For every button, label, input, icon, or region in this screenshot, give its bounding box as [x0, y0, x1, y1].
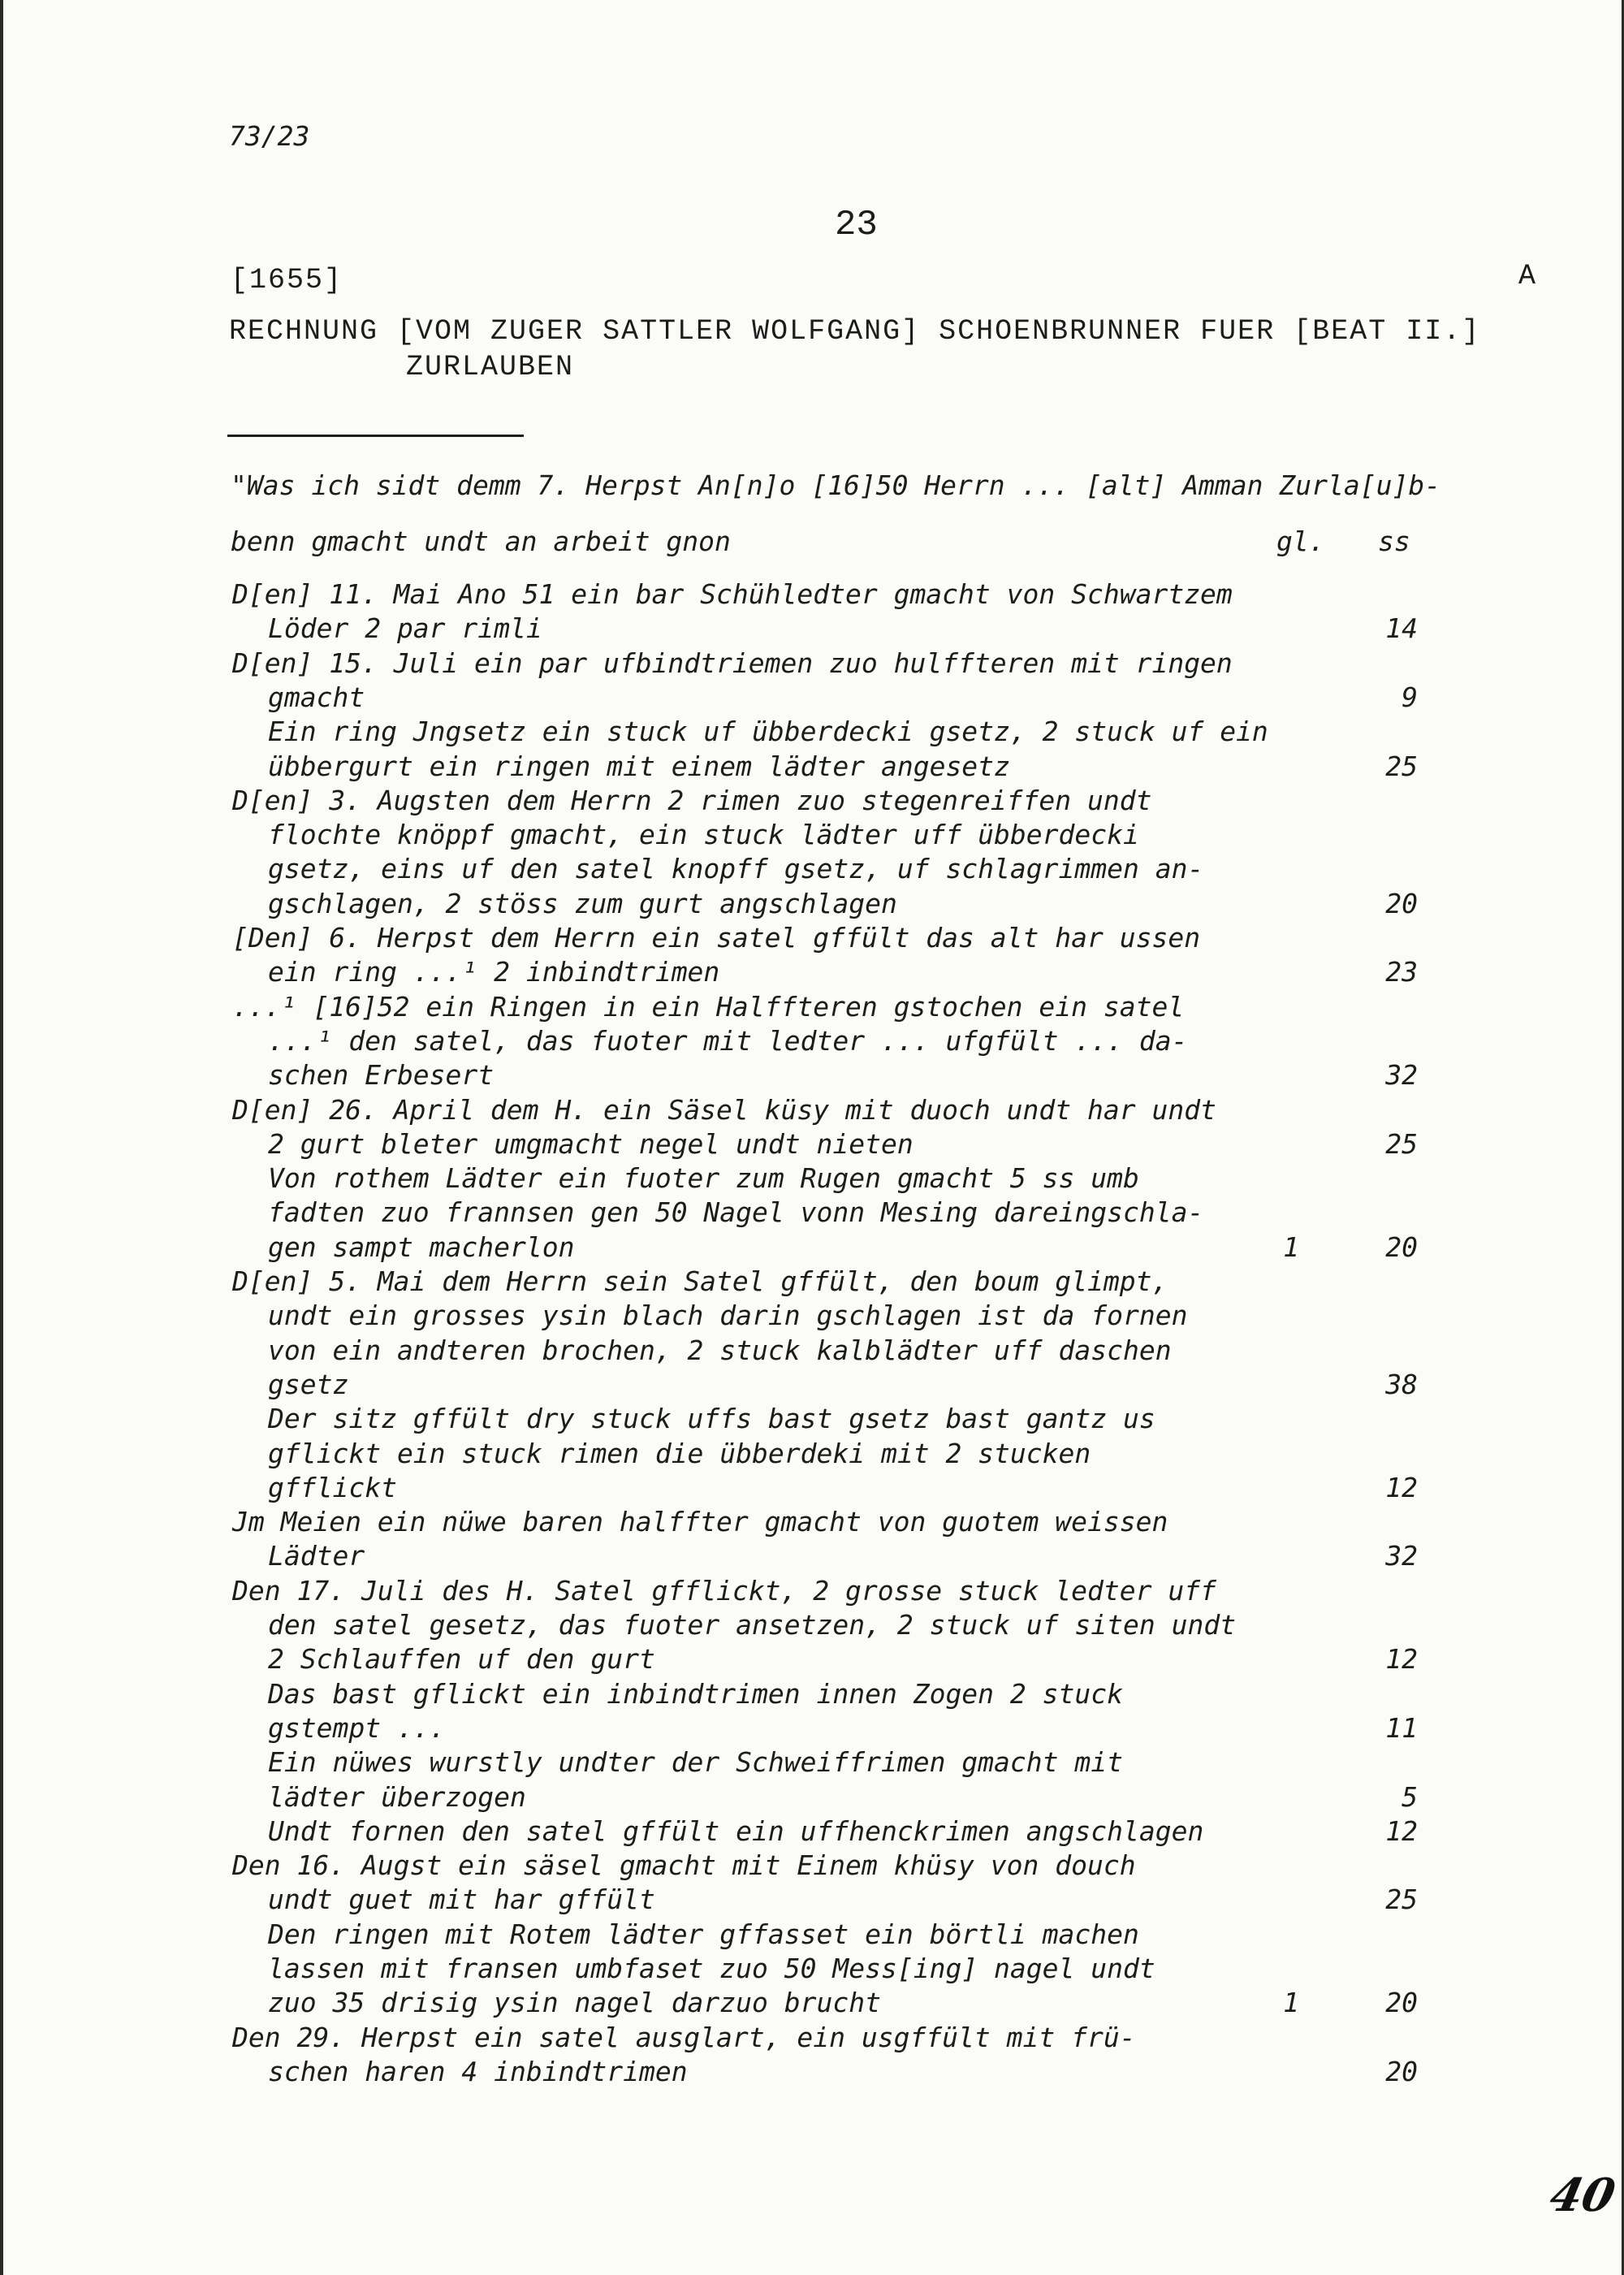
entry-line — [0, 1403, 1624, 1435]
entry-text: gstempt ... — [268, 1711, 446, 1744]
document-year: [1655] — [231, 264, 343, 296]
entry-text: von ein andteren brochen, 2 stuck kalblädter uff daschen — [268, 1334, 1172, 1366]
entry-line — [0, 1506, 1624, 1538]
intro-line-2: benn gmacht undt an arbeit gnon — [231, 525, 731, 557]
entry-line — [0, 1712, 1624, 1745]
entry-text: D[en] 26. April dem H. ein Säsel küsy mit duoch undt har undt — [232, 1093, 1216, 1126]
entry-line — [0, 1815, 1624, 1848]
entry-line — [0, 750, 1624, 783]
entry-text: schen haren 4 inbindtrimen — [268, 2055, 688, 2087]
entry-line — [0, 1369, 1624, 1401]
entry-schilling: 12 — [1385, 1814, 1418, 1847]
entry-line — [0, 1472, 1624, 1504]
entry-schilling: 12 — [1385, 1471, 1418, 1503]
entry-text: gschlagen, 2 stöss zum gurt angschlagen — [268, 887, 897, 919]
entry-schilling: 38 — [1385, 1368, 1418, 1400]
entry-schilling: 5 — [1402, 1780, 1418, 1813]
archive-reference: 73/23 — [229, 120, 310, 152]
entry-schilling: 25 — [1385, 750, 1418, 782]
section-letter: A — [1518, 260, 1538, 292]
entry-schilling: 25 — [1385, 1127, 1418, 1160]
entry-text: flochte knöppf gmacht, ein stuck lädter uff übberdecki — [268, 819, 1139, 851]
entry-line — [0, 647, 1624, 680]
handwritten-folio-mark: 40 — [1544, 2169, 1620, 2222]
entry-line — [0, 1196, 1624, 1229]
entry-text: Den ringen mit Rotem lädter gffasset ein börtli machen — [268, 1918, 1139, 1950]
intro-line-1: "Was ich sidt demm 7. Herpst An[n]o [16]50 Herrn ... [alt] Amman Zurla[u]b- — [231, 469, 1441, 501]
entry-text: Lädter — [268, 1540, 365, 1572]
entry-text: lassen mit fransen umbfaset zuo 50 Mess[ing] nagel undt — [268, 1953, 1155, 1984]
entry-text: Löder 2 par rimli — [268, 612, 542, 645]
entry-text: schen Erbesert — [268, 1059, 495, 1092]
entry-text: ein ring ...¹ 2 inbindtrimen — [268, 956, 720, 988]
entry-line — [0, 1987, 1624, 2019]
entry-line — [0, 785, 1624, 817]
entry-schilling: 32 — [1385, 1540, 1418, 1572]
entry-text: gen sampt macherlon — [268, 1230, 575, 1263]
entry-text: Den 17. Juli des H. Satel gfflickt, 2 grosse stuck ledter uff — [232, 1574, 1216, 1607]
entry-line — [0, 1781, 1624, 1814]
entry-line — [0, 612, 1624, 645]
entry-text: gflickt ein stuck rimen die übberdeki mit 2 stucken — [268, 1437, 1091, 1469]
entry-text: ...¹ den satel, das fuoter mit ledter ... ufgfült ... da- — [268, 1024, 1188, 1057]
entry-line — [0, 1953, 1624, 1985]
entry-schilling: 12 — [1385, 1643, 1418, 1676]
entry-line — [0, 1094, 1624, 1127]
entry-schilling: 20 — [1385, 1230, 1418, 1263]
entry-text: Ein ring Jngsetz ein stuck uf übberdecki gsetz, 2 stuck uf ein — [268, 716, 1268, 748]
entry-gulden: 1 — [1283, 1987, 1299, 2019]
column-header-gl: gl. — [1276, 525, 1325, 557]
title-separator-rule — [227, 435, 524, 437]
entry-text: Jm Meien ein nüwe baren halffter gmacht von guotem weissen — [232, 1506, 1168, 1538]
entry-text: gsetz — [268, 1368, 349, 1400]
entry-text: gsetz, eins uf den satel knopff gsetz, uf schlagrimmen an- — [268, 853, 1204, 885]
entry-text: D[en] 3. Augsten dem Herrn 2 rimen zuo stegenreiffen undt — [232, 784, 1152, 816]
entry-line — [0, 1678, 1624, 1711]
entry-line — [0, 1162, 1624, 1195]
entry-text: 2 Schlauffen uf den gurt — [268, 1643, 655, 1676]
entry-line — [0, 922, 1624, 954]
entry-text: Ein nüwes wurstly undter der Schweiffrimen gmacht mit — [268, 1746, 1123, 1779]
entry-text: D[en] 11. Mai Ano 51 ein bar Schühledter gmacht von Schwartzem — [232, 578, 1233, 610]
entry-gulden: 1 — [1283, 1230, 1299, 1263]
entry-line — [0, 1334, 1624, 1367]
entry-line — [0, 716, 1624, 748]
entry-text: den satel gesetz, das fuoter ansetzen, 2 stuck uf siten undt — [268, 1609, 1237, 1641]
entry-schilling: 32 — [1385, 1059, 1418, 1092]
entry-text: lädter überzogen — [268, 1780, 526, 1813]
entry-line — [0, 956, 1624, 988]
entry-line — [0, 819, 1624, 851]
entry-line — [0, 991, 1624, 1023]
entry-line — [0, 1918, 1624, 1951]
entry-line — [0, 888, 1624, 920]
entry-line — [0, 2056, 1624, 2088]
entry-text: fadten zuo frannsen gen 50 Nagel vonn Mesing dareingschla- — [268, 1196, 1204, 1229]
entry-text: D[en] 5. Mai dem Herrn sein Satel gffült, den boum glimpt, — [232, 1265, 1168, 1297]
entry-schilling: 20 — [1385, 887, 1418, 919]
document-title-line-1: RECHNUNG [VOM ZUGER SATTLER WOLFGANG] SCHOENBRUNNER FUER [BEAT II.] — [229, 315, 1481, 348]
entry-line — [0, 1128, 1624, 1161]
entry-text: gmacht — [268, 681, 365, 713]
entry-text: ...¹ [16]52 ein Ringen in ein Halffteren gstochen ein satel — [232, 990, 1185, 1023]
entry-text: zuo 35 drisig ysin nagel darzuo brucht — [268, 1987, 881, 2019]
entry-text: Von rothem Lädter ein fuoter zum Rugen gmacht 5 ss umb — [268, 1162, 1139, 1195]
entry-text: undt ein grosses ysin blach darin gschlagen ist da fornen — [268, 1300, 1188, 1332]
entry-line — [0, 1438, 1624, 1470]
entry-text: Undt fornen den satel gffült ein uffhenckrimen angschlagen — [268, 1814, 1204, 1847]
entry-line — [0, 1059, 1624, 1092]
column-header-ss: ss — [1378, 525, 1410, 557]
entry-text: Der sitz gffült dry stuck uffs bast gsetz bast gantz us — [268, 1403, 1155, 1435]
entry-schilling: 23 — [1385, 956, 1418, 988]
entry-line — [0, 1540, 1624, 1572]
entry-line — [0, 578, 1624, 611]
entry-text: [Den] 6. Herpst dem Herrn ein satel gffült das alt har ussen — [232, 922, 1201, 954]
entry-text: Den 29. Herpst ein satel ausglart, ein usgffült mit frü- — [232, 2021, 1136, 2053]
entry-line — [0, 853, 1624, 885]
entry-line — [0, 681, 1624, 714]
entry-line — [0, 1884, 1624, 1916]
entry-line — [0, 1231, 1624, 1264]
entry-schilling: 25 — [1385, 1884, 1418, 1916]
entry-schilling: 9 — [1402, 681, 1418, 713]
entry-line — [0, 1849, 1624, 1882]
entry-schilling: 20 — [1385, 2055, 1418, 2087]
entry-line — [0, 2022, 1624, 2054]
entry-line — [0, 1746, 1624, 1779]
entry-line — [0, 1643, 1624, 1676]
entry-text: 2 gurt bleter umgmacht negel undt nieten — [268, 1127, 914, 1160]
entry-line — [0, 1575, 1624, 1607]
entry-line — [0, 1609, 1624, 1641]
document-title-line-2: ZURLAUBEN — [406, 351, 575, 383]
page-number: 23 — [835, 205, 878, 245]
entry-text: undt guet mit har gffült — [268, 1884, 655, 1916]
entry-text: gfflickt — [268, 1471, 397, 1503]
entry-text: übbergurt ein ringen mit einem lädter angesetz — [268, 750, 1010, 782]
entry-line — [0, 1300, 1624, 1332]
entry-schilling: 14 — [1385, 612, 1418, 645]
entry-line — [0, 1265, 1624, 1298]
entry-schilling: 20 — [1385, 1987, 1418, 2019]
entry-schilling: 11 — [1385, 1711, 1418, 1744]
entry-text: Das bast gflickt ein inbindtrimen innen Zogen 2 stuck — [268, 1677, 1123, 1710]
entry-text: Den 16. Augst ein säsel gmacht mit Einem khüsy von douch — [232, 1849, 1136, 1882]
entry-line — [0, 1025, 1624, 1057]
entry-text: D[en] 15. Juli ein par ufbindtriemen zuo hulffteren mit ringen — [232, 647, 1233, 679]
